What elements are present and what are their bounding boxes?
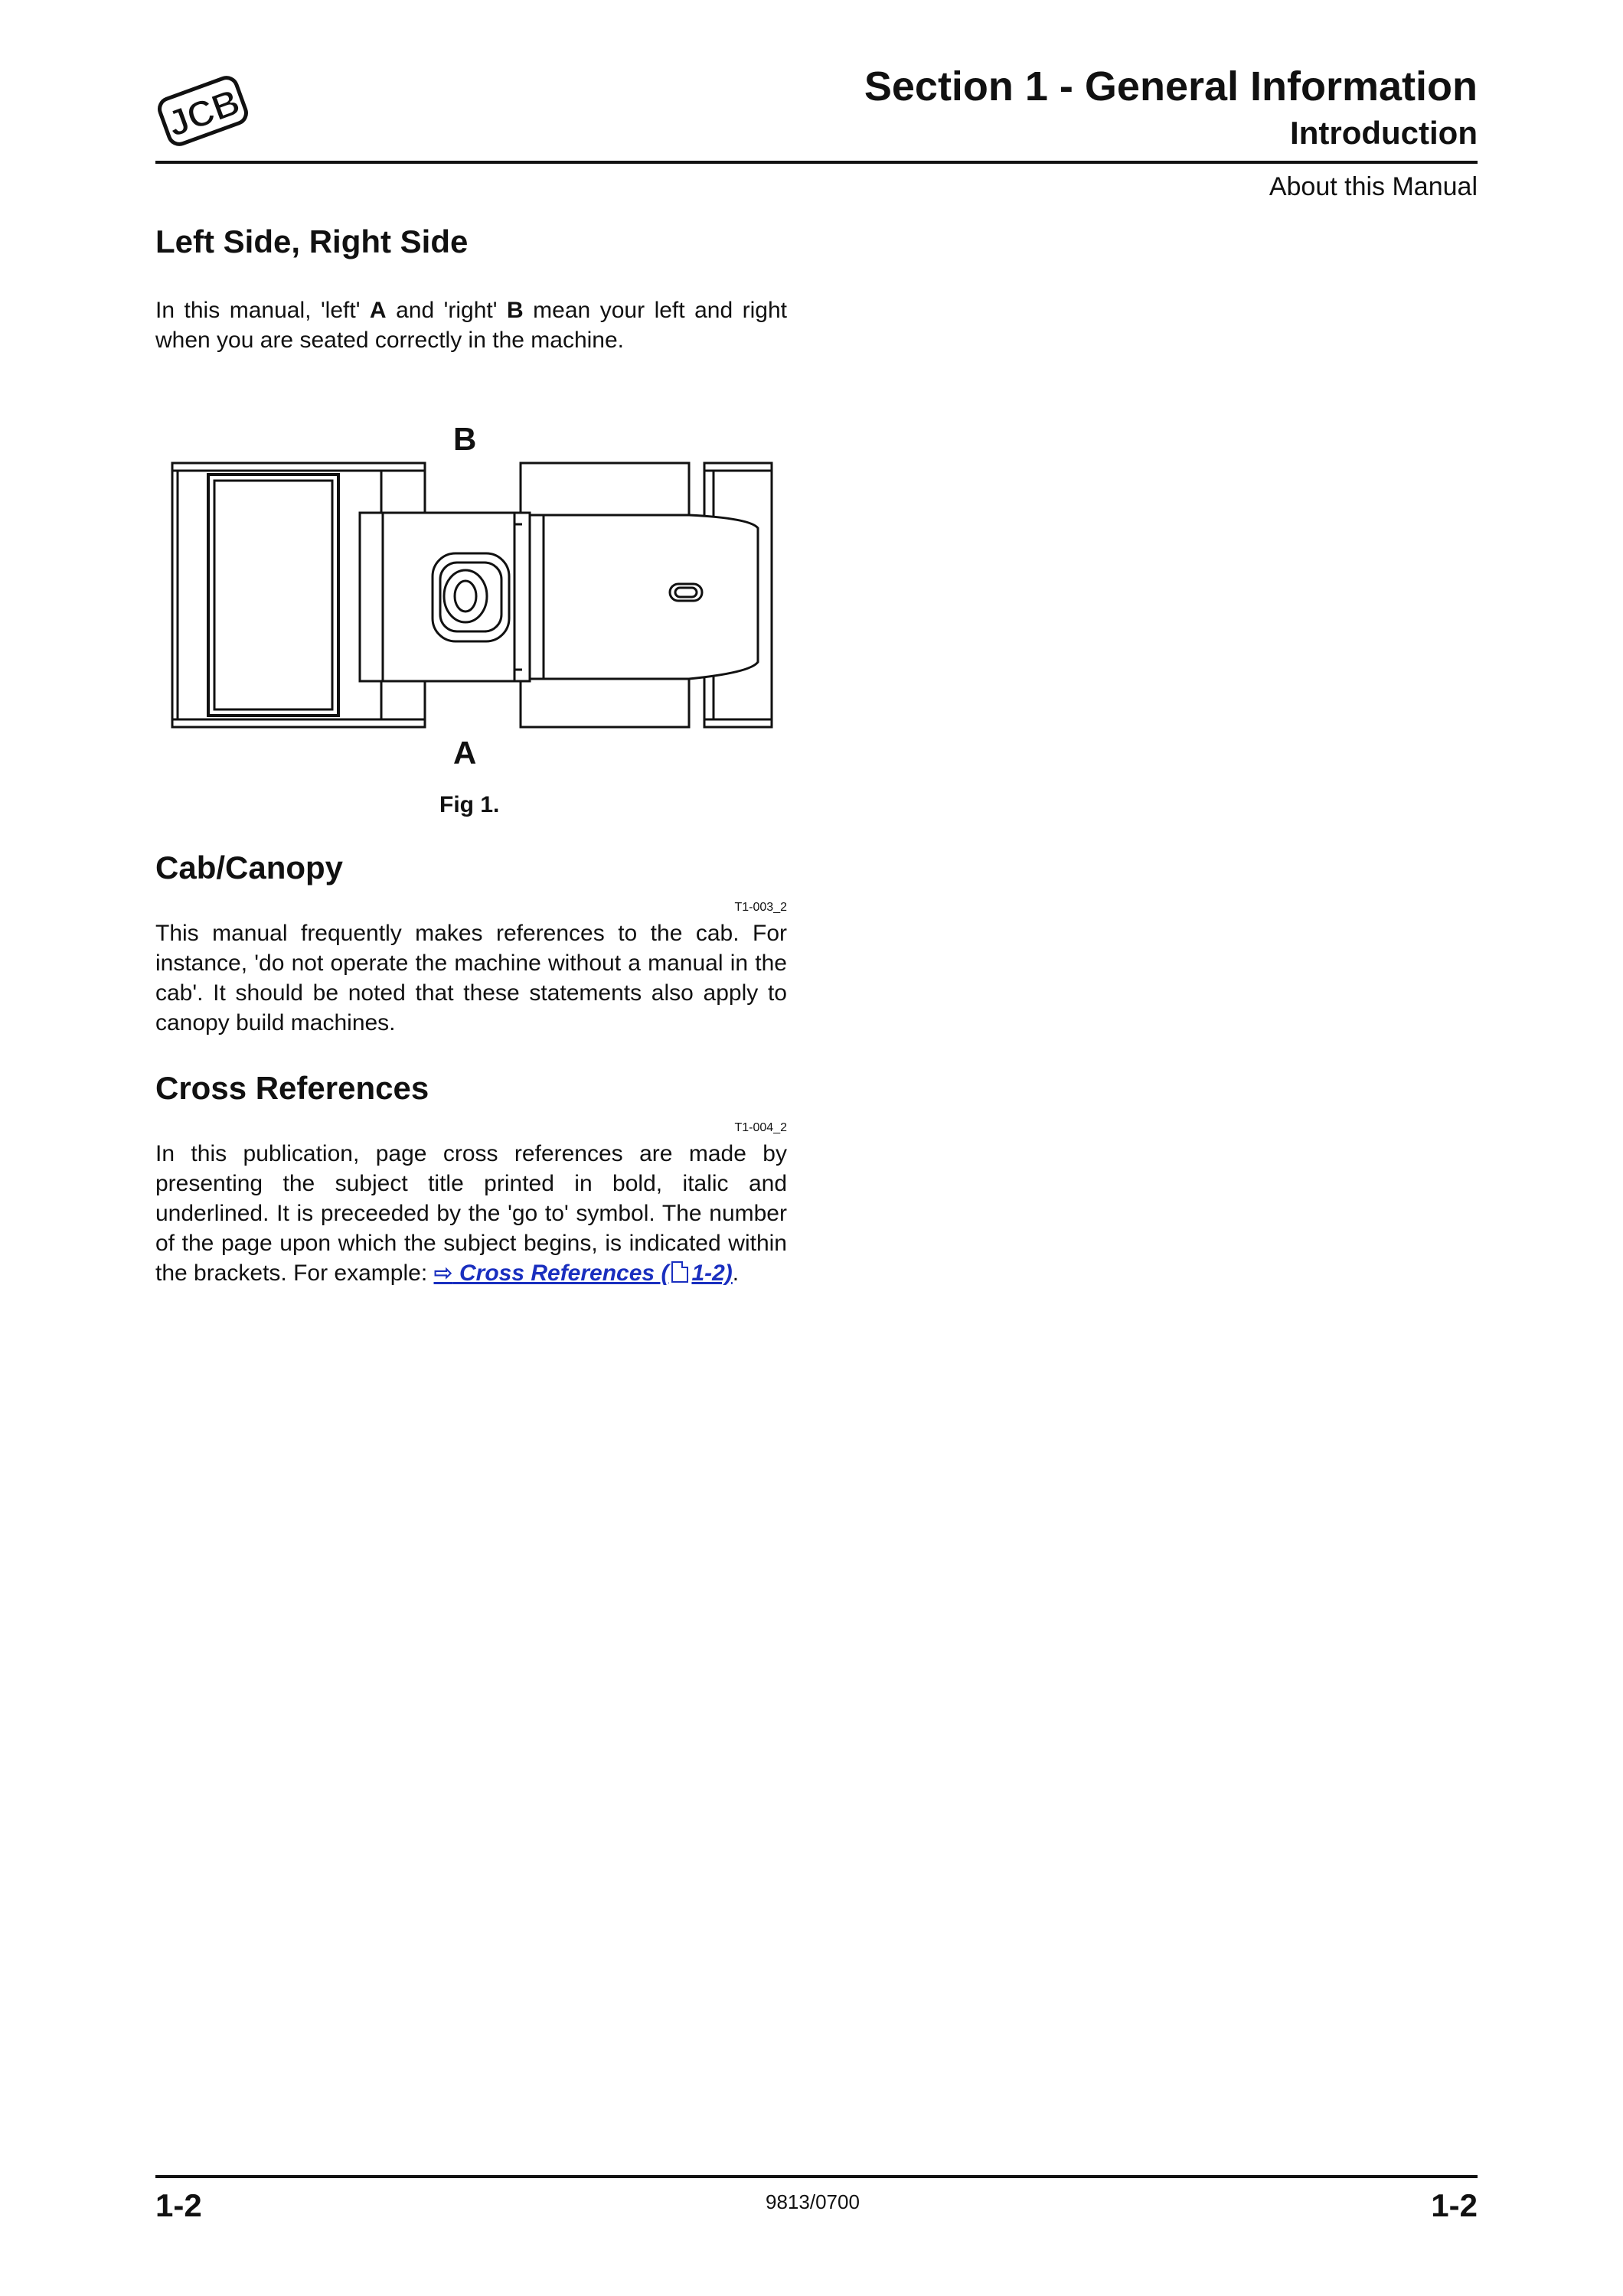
header-rule — [155, 161, 1478, 164]
cross-reference-link[interactable]: ⇨ Cross References ( 1-2) — [433, 1261, 733, 1286]
machine-top-view-diagram — [168, 417, 781, 739]
footer-rule — [155, 2175, 1478, 2178]
paragraph-left-right-side: In this manual, 'left' A and 'right' B mean your left and right when you are seated correctly in the machine. — [155, 298, 788, 353]
topic-title: About this Manual — [1269, 172, 1478, 201]
svg-text:JCB: JCB — [162, 81, 246, 145]
page-icon — [671, 1261, 688, 1283]
sub-title: Introduction — [1290, 115, 1478, 151]
paragraph-cross-references: In this publication, page cross references are made by presenting the subject title printed in bold, italic and underlined. It is preceeded by the 'go to' symbol. The number of the page upon which the subject begins, is indicated within the brackets. For example: ⇨ Cross References ( 1-2). — [155, 1141, 787, 1286]
go-to-arrow-icon: ⇨ — [433, 1261, 453, 1286]
document-number: 9813/0700 — [766, 2190, 860, 2213]
page-number-left: 1-2 — [155, 2187, 202, 2223]
figure-caption: Fig 1. — [439, 792, 500, 817]
figure-label-b: B — [453, 421, 477, 457]
reference-code: T1-003_2 — [734, 901, 787, 914]
reference-code: T1-004_2 — [734, 1121, 787, 1134]
heading-cross-references: Cross References — [155, 1070, 429, 1106]
page-number-right: 1-2 — [1431, 2187, 1478, 2223]
heading-left-right-side: Left Side, Right Side — [155, 223, 469, 259]
section-title: Section 1 - General Information — [864, 64, 1478, 109]
jcb-logo — [153, 69, 253, 153]
heading-cab-canopy: Cab/Canopy — [155, 850, 344, 885]
figure-label-a: A — [453, 735, 477, 771]
paragraph-cab-canopy: This manual frequently makes references to the cab. For instance, 'do not operate the machine without a manual in the cab'. It should be noted that these statements also apply to canopy build machines. — [155, 921, 787, 1035]
